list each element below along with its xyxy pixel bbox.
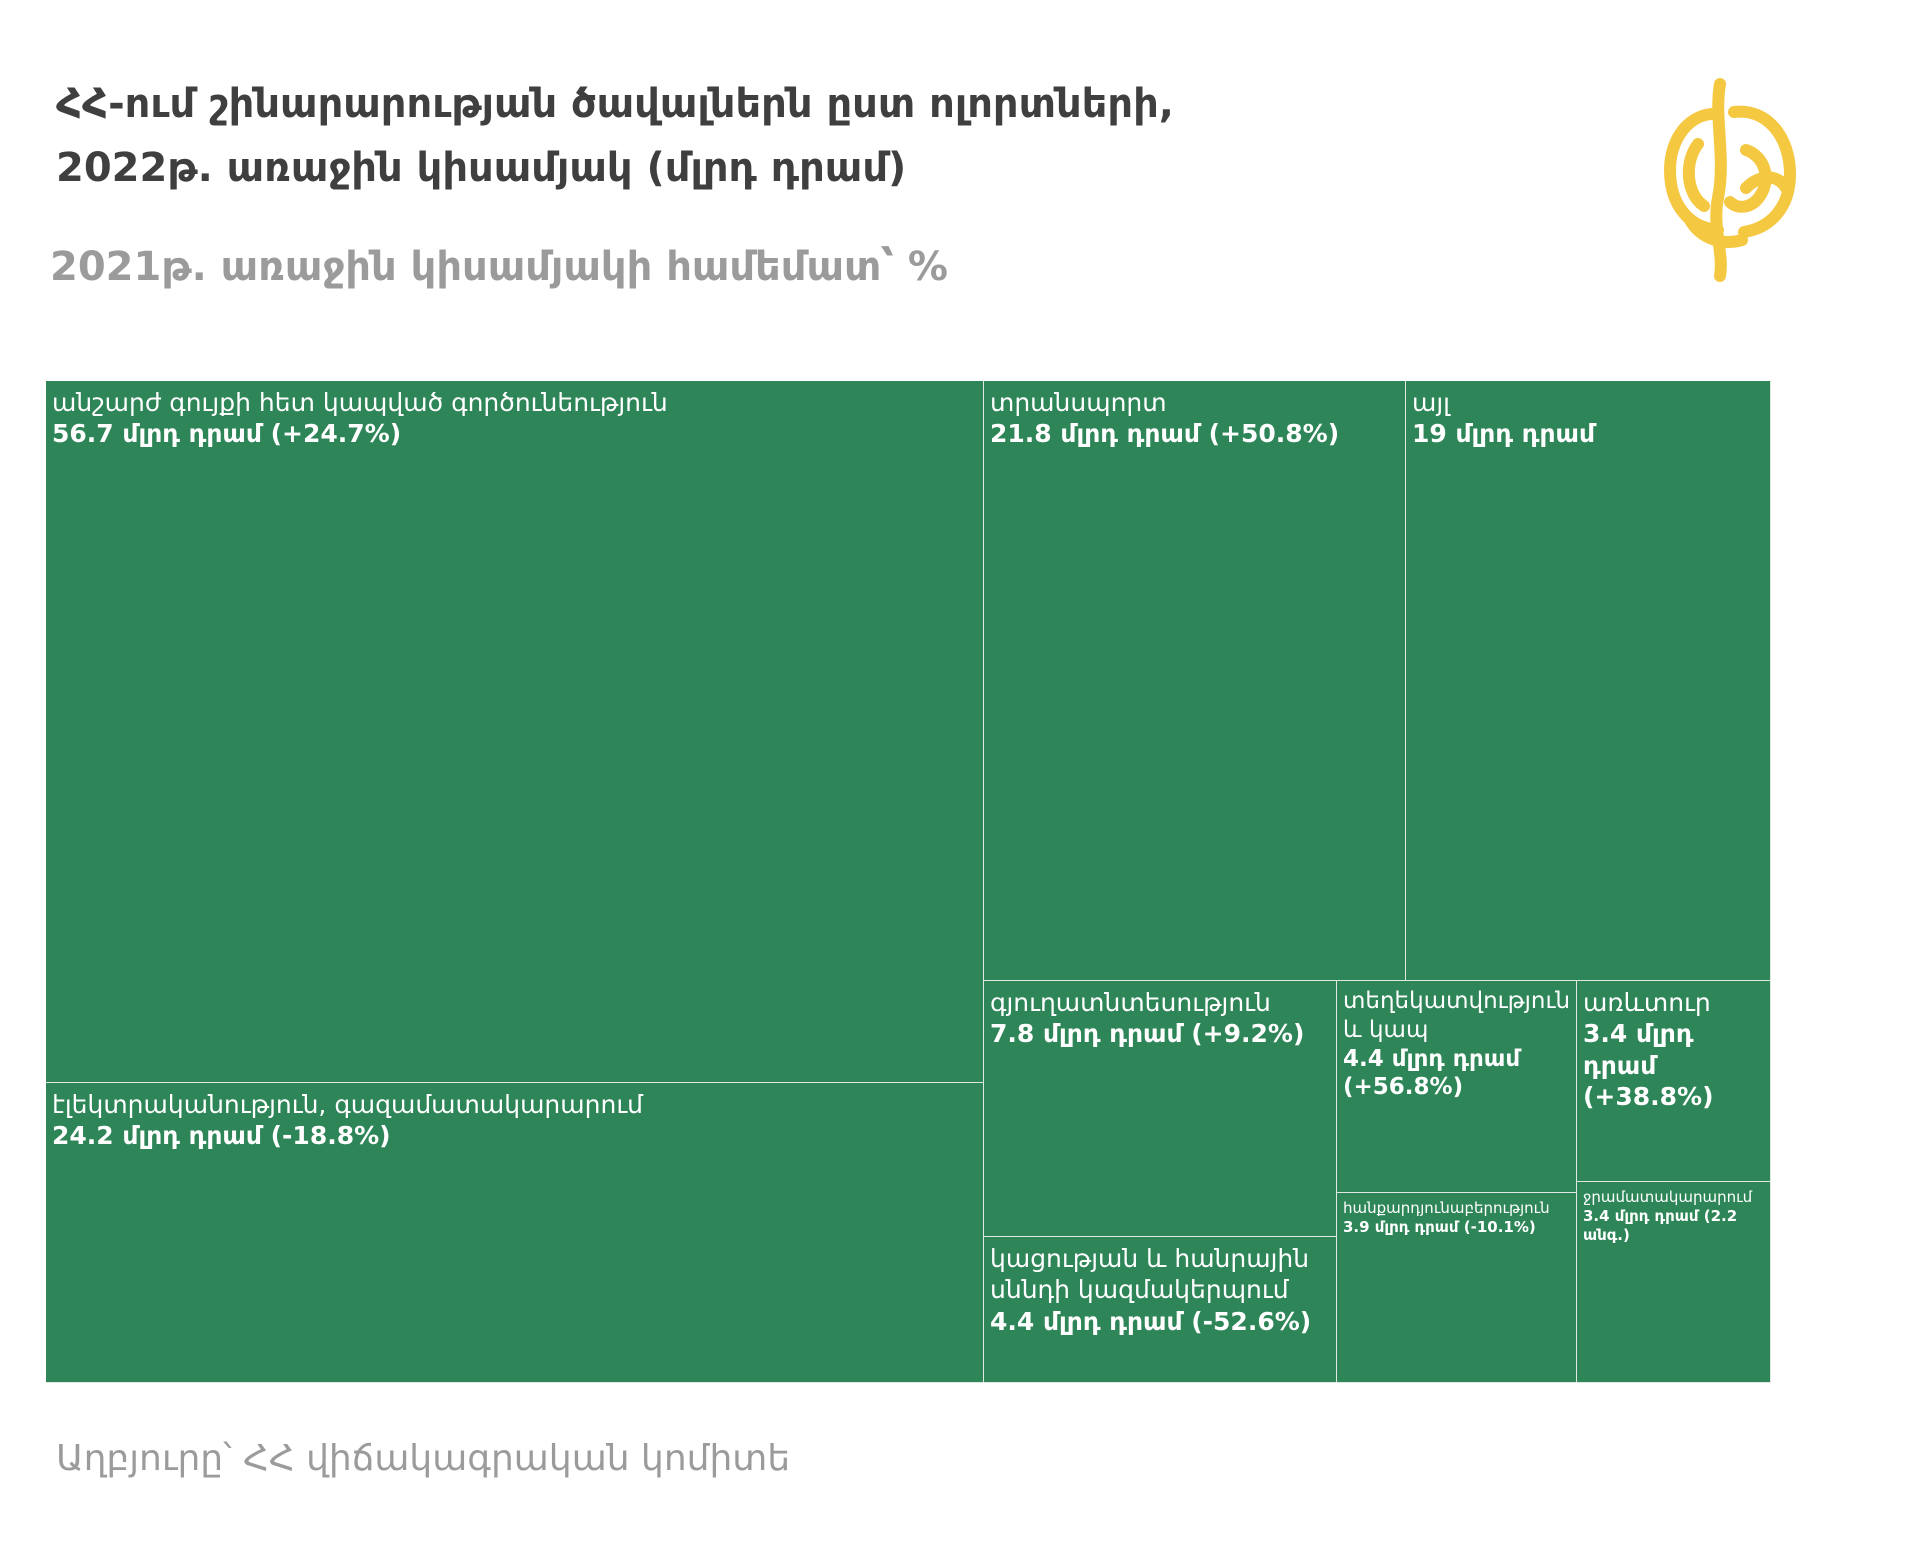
chart-title-line-2: 2022թ. առաջին կիսամյակ (մլրդ դրամ) bbox=[56, 145, 907, 191]
chart-title bbox=[56, 72, 1456, 200]
treemap-cell-value: 3.4 մլրդ դրամ (+38.8%) bbox=[1583, 1019, 1714, 1111]
treemap-cell bbox=[1337, 1193, 1577, 1383]
treemap-cell-value: 3.4 մլրդ դրամ (2.2 անգ.) bbox=[1583, 1206, 1738, 1244]
treemap-cell-value: 24.2 մլրդ դրամ (-18.8%) bbox=[52, 1121, 391, 1151]
treemap-chart bbox=[46, 381, 1771, 1383]
treemap-cell-label: անշարժ գույքի հետ կապված գործունեություն bbox=[52, 388, 668, 417]
chart-title-line-1: ՀՀ-ում շինարարության ծավալներն ըստ ոլորտների, bbox=[56, 81, 1174, 127]
treemap-cell bbox=[984, 381, 1406, 981]
treemap-cell-value: 4.4 մլրդ դրամ (-52.6%) bbox=[990, 1306, 1312, 1336]
source-note: Աղբյուրը՝ ՀՀ վիճակագրական կոմիտե bbox=[56, 1438, 791, 1479]
treemap-cell-label: գյուղատնտեսություն bbox=[990, 988, 1271, 1017]
treemap-cell bbox=[1577, 981, 1771, 1182]
treemap-cell-label: տեղեկատվություն և կապ bbox=[1343, 988, 1571, 1043]
treemap-cell-value: 4.4 մլրդ դրամ (+56.8%) bbox=[1343, 1045, 1521, 1101]
treemap-cell bbox=[1577, 1182, 1771, 1383]
treemap-cell-label: հանքարդյունաբերություն bbox=[1343, 1199, 1550, 1217]
treemap-cell-label: էլեկտրականություն, գազամատակարարում bbox=[52, 1090, 644, 1119]
treemap-cell-label: տրանսպորտ bbox=[990, 388, 1167, 417]
golden-emblem-icon-graphic bbox=[1660, 78, 1800, 284]
treemap-cell bbox=[46, 1083, 984, 1383]
treemap-cell bbox=[1337, 981, 1577, 1193]
treemap-cell-value: 56.7 մլրդ դրամ (+24.7%) bbox=[52, 419, 402, 449]
golden-emblem-icon bbox=[1660, 78, 1800, 284]
treemap-cell-value: 3.9 մլրդ դրամ (-10.1%) bbox=[1343, 1217, 1536, 1236]
chart-subtitle: 2021թ. առաջին կիսամյակի համեմատ՝ % bbox=[50, 244, 948, 290]
treemap-cell-label: ջրամատակարարում bbox=[1583, 1188, 1753, 1206]
treemap-cell-value: 21.8 մլրդ դրամ (+50.8%) bbox=[990, 419, 1340, 449]
treemap-cell bbox=[46, 381, 984, 1083]
treemap-cell-value: 7.8 մլրդ դրամ (+9.2%) bbox=[990, 1019, 1305, 1049]
treemap-cell-label: այլ bbox=[1412, 388, 1450, 417]
treemap-cell bbox=[984, 981, 1337, 1237]
treemap-cell bbox=[1406, 381, 1771, 981]
treemap-cell-label: կացության և հանրային սննդի կազմակերպում bbox=[990, 1244, 1310, 1305]
treemap-cell bbox=[984, 1237, 1337, 1383]
treemap-cell-label: առևտուր bbox=[1583, 988, 1711, 1017]
treemap-cell-value: 19 մլրդ դրամ bbox=[1412, 419, 1596, 449]
